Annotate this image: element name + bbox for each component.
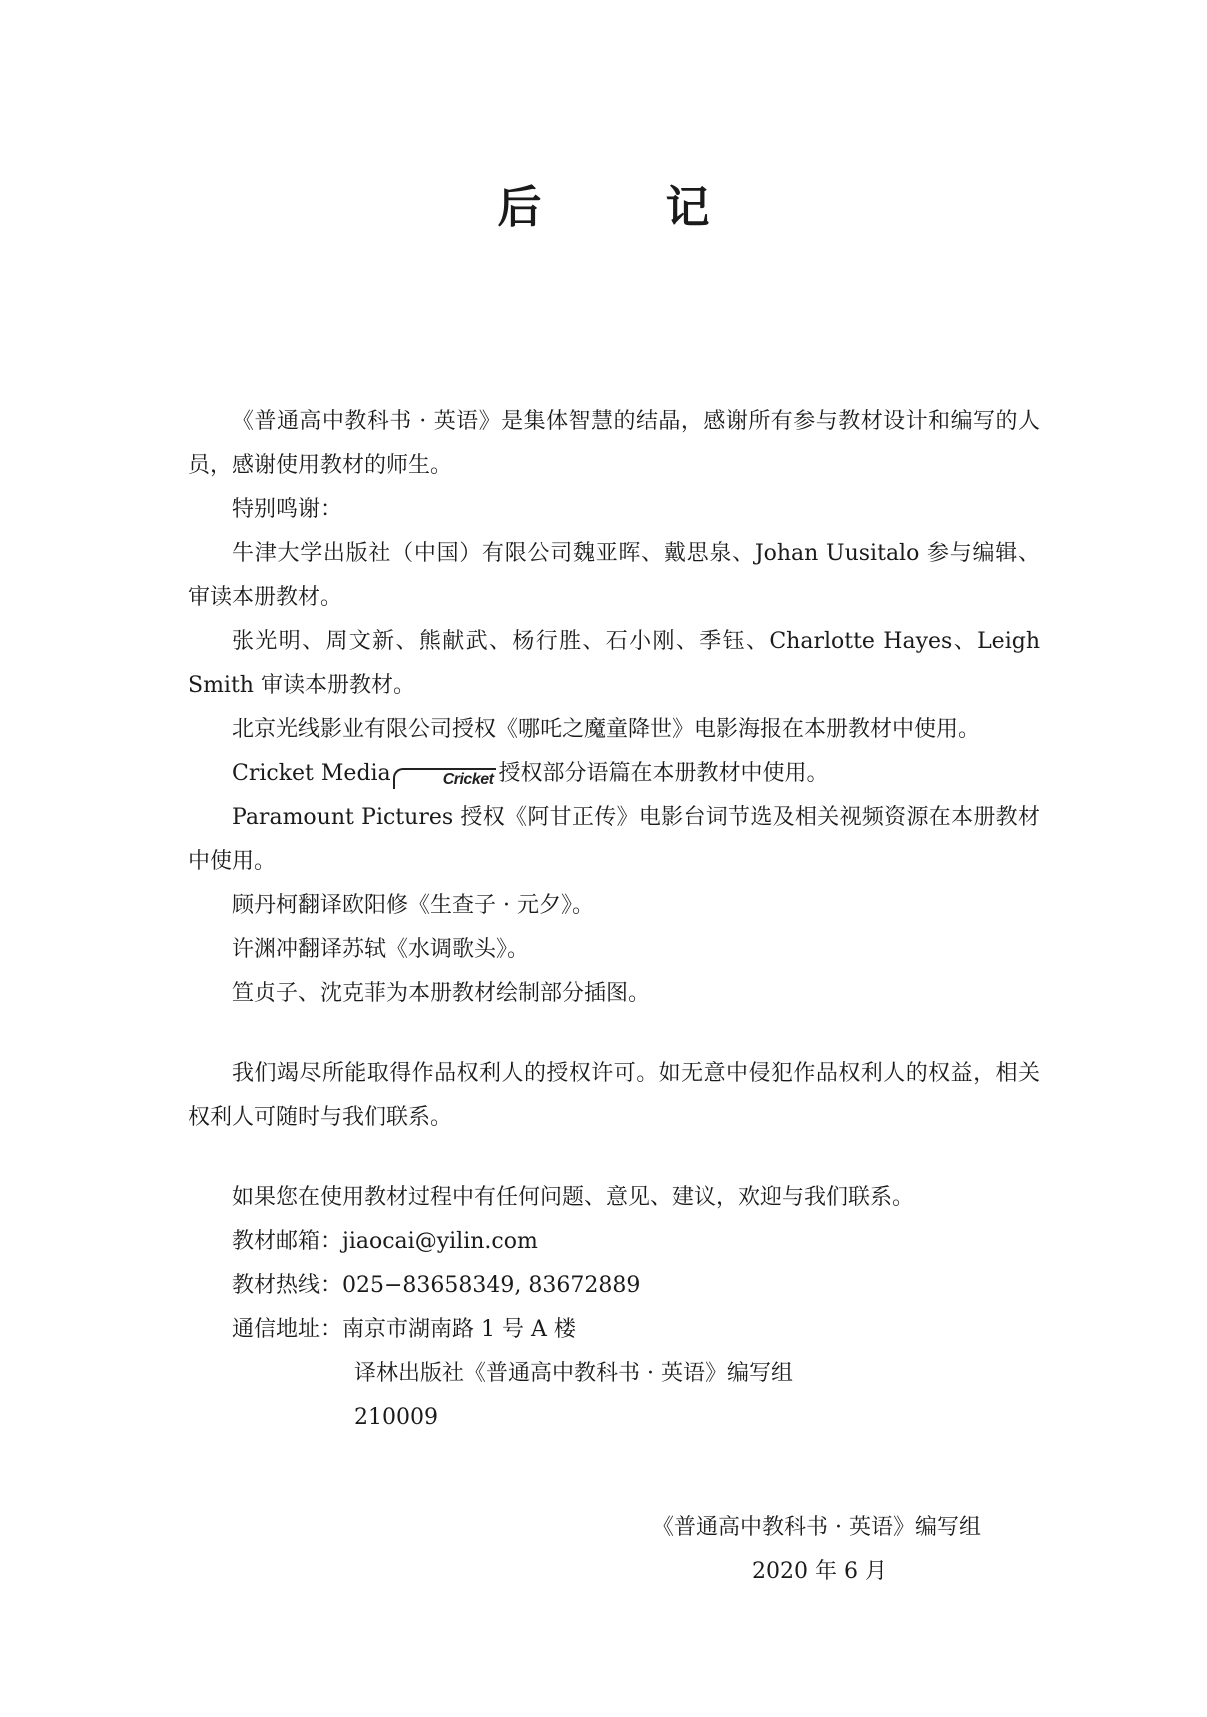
paramount-acknowledgement: Paramount Pictures 授权《阿甘正传》电影台词节选及相关视频资源在本册教材中使用。 [188,805,1040,874]
rights-notice: 我们竭尽所能取得作品权利人的授权许可。如无意中侵犯作品权利人的权益，相关权利人可随时与我们联系。 [188,1061,1040,1130]
cricket-logo: Cricket [393,768,497,789]
contact-address-line2: 译林出版社《普通高中教科书 · 英语》编写组 [354,1361,793,1386]
cricket-media-text: Cricket Media [232,761,391,786]
cricket-rights-text: 授权部分语篇在本册教材中使用。 [498,761,829,786]
thanks-heading: 特别鸣谢： [232,497,343,522]
contact-email: 教材邮箱：jiaocai@yilin.com [232,1229,538,1254]
cricket-acknowledgement [188,752,1040,796]
signoff-org: 《普通高中教科书 · 英语》编写组 [652,1515,981,1540]
contact-postcode: 210009 [354,1405,438,1430]
spacer [188,1016,1040,1052]
signoff-date: 2020 年 6 月 [752,1559,887,1584]
afterword-body [188,400,1040,1440]
oup-acknowledgement: 牛津大学出版社（中国）有限公司魏亚晖、戴思泉、Johan Uusitalo 参与编辑、审读本册教材。 [188,541,1040,610]
illustrators-credit: 笪贞子、沈克菲为本册教材绘制部分插图。 [232,981,651,1006]
reviewers-acknowledgement: 张光明、周文新、熊献武、杨行胜、石小刚、季钰、Charlotte Hayes、Leigh Smith 审读本册教材。 [188,629,1040,698]
xu-translation-credit: 许渊冲翻译苏轼《水调歌头》。 [232,937,530,962]
contact-hotline: 教材热线：025−83658349, 83672889 [232,1273,641,1298]
signoff [600,1506,1040,1594]
enlight-acknowledgement: 北京光线影业有限公司授权《哪吒之魔童降世》电影海报在本册教材中使用。 [232,717,981,742]
contact-address: 通信地址：南京市湖南路 1 号 A 楼 [232,1317,576,1342]
contact-intro: 如果您在使用教材过程中有任何问题、意见、建议，欢迎与我们联系。 [232,1185,915,1210]
spacer [188,1140,1040,1176]
gu-translation-credit: 顾丹柯翻译欧阳修《生查子 · 元夕》。 [232,893,594,918]
page-title: 后 记 [497,182,750,233]
intro-paragraph: 《普通高中教科书 · 英语》是集体智慧的结晶，感谢所有参与教材设计和编写的人员，感谢使用教材的师生。 [188,409,1040,478]
